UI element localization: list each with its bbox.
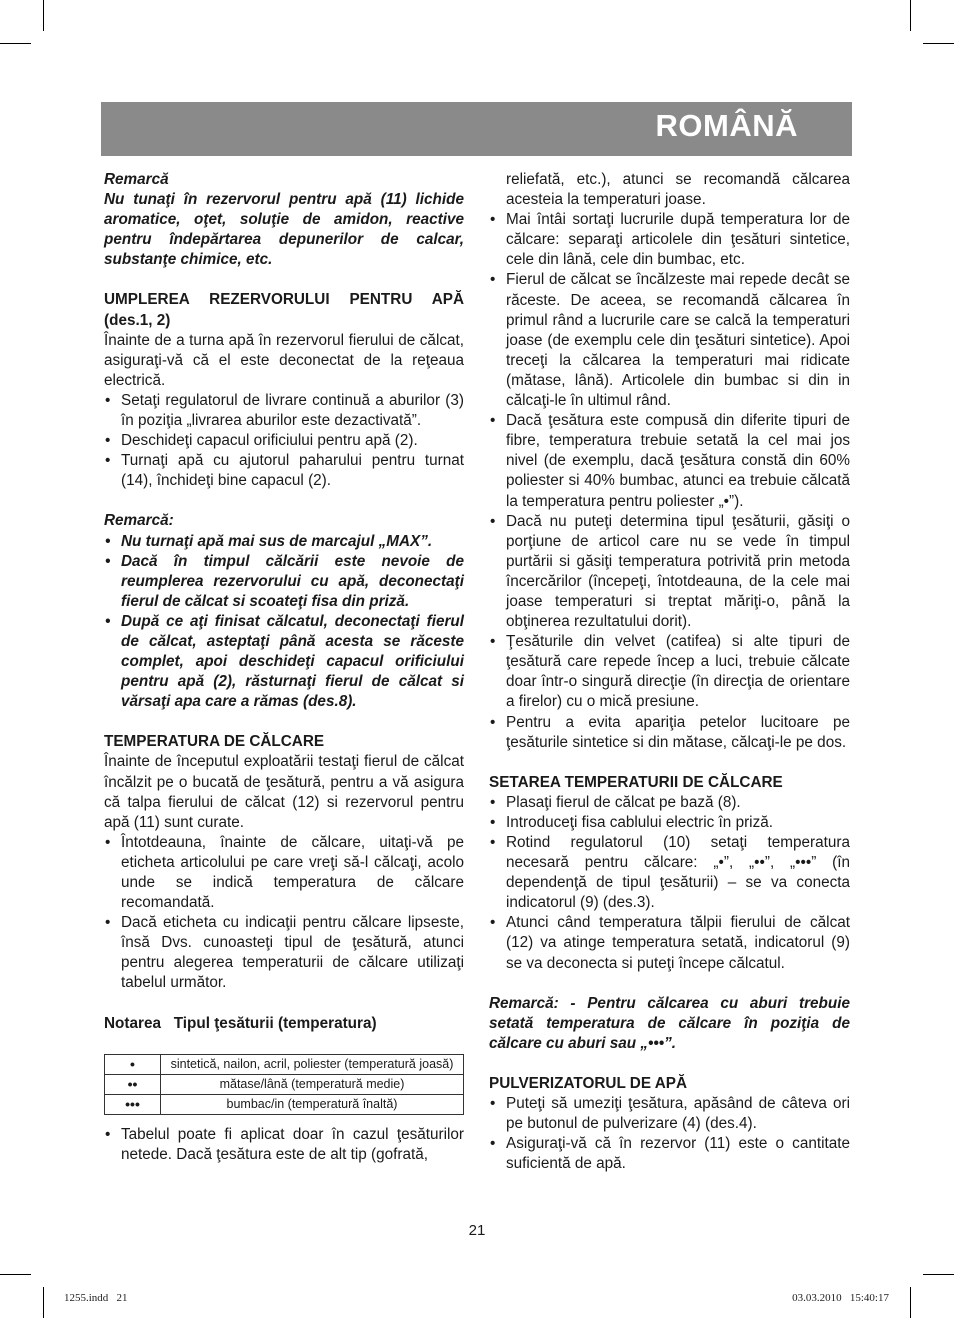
left-column <box>104 170 464 1165</box>
temperature-table <box>104 1054 464 1115</box>
section-heading-spray: PULVERIZATORUL DE APĂ <box>489 1074 688 1092</box>
list-item: • Puteţi să umeziţi ţesătura, apăsând de câteva ori pe butonul de pulverizare (4) (des.4). <box>489 1094 850 1134</box>
crop-mark <box>910 1287 911 1318</box>
table-cell-text: bumbac/in (temperatură înaltă) <box>161 1094 464 1114</box>
list-item: • Setaţi regulatorul de livrare continuă a aburilor (3) în poziţia „livrarea aburilor este dezactivată”. <box>104 391 464 431</box>
crop-mark <box>910 0 911 31</box>
remark-title: Remarcă: <box>104 512 174 530</box>
table-caption: Notarea Tipul ţesăturii (temperatura) <box>104 1014 377 1032</box>
file-info: 1255.indd 21 <box>64 1292 128 1304</box>
crop-mark <box>923 43 954 44</box>
list-item: • Mai întâi sortaţi lucrurile după temperatura lor de călcare: separaţi articolele din ţesături sintetice, cele din lână, cele din bumbac, etc. <box>489 210 850 270</box>
crop-mark <box>43 1287 44 1318</box>
list-item: • Ţesăturile din velvet (catifea) si alte tipuri de ţesătură care repede încep a luci, trebuie călcate doar într-o singură direcţie (în direcţia de orientare a firelor) cu o mică presiune. <box>489 632 850 712</box>
right-column <box>489 170 850 1174</box>
list-item: • Întotdeauna, înainte de călcare, uitaţi-vă pe eticheta articolului pe care vreţi să-l călcaţi, acolo unde se indică temperatura de călcare recomandată. <box>104 833 464 913</box>
table-row <box>105 1054 464 1074</box>
list-item: • Dacă ţesătura este compusă din diferite tipuri de fibre, temperatura trebuie setată la cel mai jos nivel (de exemplu, dacă ţesătura constă din 60% poliester si 40% bumbac, atunci ea trebuie călcată la temperatura pentru poliester „•”). <box>489 411 850 511</box>
list-item: • Dacă în timpul călcării este nevoie de reumplerea rezervorului cu apă, deconectaţi fierul de călcat si scoateţi fisa din priză. <box>104 552 464 612</box>
section-heading-temperature: TEMPERATURA DE CĂLCARE <box>104 733 325 751</box>
table-cell-symbol: •• <box>105 1074 161 1094</box>
crop-mark <box>923 1274 954 1275</box>
remark-text: Nu tunaţi în rezervorul pentru apă (11) lichide aromatice, oţet, soluţie de amidon, reactive pentru îndepărtarea depunerilor de calcar, substanţe chimice, etc. <box>104 191 464 269</box>
list-item: • Rotind regulatorul (10) setaţi temperatura necesară pentru călcare: „•”, „••”, „•••” (în dependenţă de tipul ţesăturii) – se va conecta indicatorul (9) (des.3). <box>489 833 850 913</box>
paragraph: Înainte de începutul exploatării testaţi fierul de călcat încălzit pe o bucată de ţesătură, pentru a vă asigura că talpa fierului de călcat (12) si rezervorul pentru apă (11) sunt curate. <box>104 753 464 831</box>
bullet-list <box>489 793 850 974</box>
crop-mark <box>43 0 44 31</box>
table-cell-symbol: ••• <box>105 1094 161 1114</box>
bullet-list <box>489 1094 850 1174</box>
list-item: • Turnaţi apă cu ajutorul paharului pentru turnat (14), închideţi bine capacul (2). <box>104 451 464 491</box>
bullet-list <box>104 1125 464 1165</box>
remark-text: Remarcă: - Pentru călcarea cu aburi trebuie setată temperatura de călcare în poziţia de călcare cu aburi sau „•••”. <box>489 994 850 1052</box>
timestamp: 03.03.2010 15:40:17 <box>792 1292 889 1304</box>
bullet-list <box>104 532 464 713</box>
table-cell-text: sintetică, nailon, acril, poliester (temperatură joasă) <box>161 1054 464 1074</box>
paragraph: Înainte de a turna apă în rezervorul fierului de călcat, asiguraţi-vă că el este deconectat de la reţeaua electrică. <box>104 331 464 389</box>
list-item: • Dacă nu puteţi determina tipul ţesăturii, găsiţi o porţiune de articol care nu se vede în timpul purtării si găsiţi temperatura potrivită prin metoda încercărilor (începeţi, întotdeauna, de la cele mai joase temperaturi si treptat măriţi-o, până la obţinerea rezultatului dorit). <box>489 512 850 633</box>
list-item: • Tabelul poate fi aplicat doar în cazul ţesăturilor netede. Dacă ţesătura este de alt tip (gofrată, <box>104 1125 464 1165</box>
list-item: • Atunci când temperatura tălpii fierului de călcat (12) va atinge temperatura setată, indicatorul (9) se va deconecta si puteţi începe călcatul. <box>489 913 850 973</box>
list-item: • După ce aţi finisat călcatul, deconectaţi fierul de călcat, asteptaţi până acesta se răceste complet, apoi deschideţi capacul orificiului pentru apă (2), răsturnaţi fierul de călcat si vărsaţi apa care a rămas (des.8). <box>104 612 464 712</box>
crop-mark <box>0 43 31 44</box>
list-item: • Nu turnaţi apă mai sus de marcajul „MAX”. <box>104 532 464 552</box>
table-cell-text: mătase/lână (temperatură medie) <box>161 1074 464 1094</box>
list-item: • Introduceţi fisa cablului electric în priză. <box>489 813 850 833</box>
section-heading-fill: UMPLEREA REZERVORULUI PENTRU APĂ (des.1, 2) <box>104 291 464 329</box>
table-cell-symbol: • <box>105 1054 161 1074</box>
remark-title: Remarcă <box>104 171 169 188</box>
table-row <box>105 1074 464 1094</box>
bullet-list <box>489 210 850 753</box>
crop-mark <box>0 1274 31 1275</box>
list-item: • Asiguraţi-vă că în rezervor (11) este o cantitate suficientă de apă. <box>489 1134 850 1174</box>
section-heading-set-temperature: SETAREA TEMPERATURII DE CĂLCARE <box>489 773 783 791</box>
list-item: • Deschideţi capacul orificiului pentru apă (2). <box>104 431 464 451</box>
language-banner <box>101 102 852 156</box>
list-item: • Pentru a evita apariţia petelor lucitoare pe ţesăturile sintetice si din mătase, călcaţi-le pe dos. <box>489 713 850 753</box>
bullet-list <box>104 391 464 491</box>
page-title: ROMÂNĂ <box>655 108 798 143</box>
bullet-list <box>104 833 464 994</box>
list-item: • Plasaţi fierul de călcat pe bază (8). <box>489 793 850 813</box>
list-item: • Fierul de călcat se încălzeste mai repede decât se răceste. De aceea, se recomandă călcarea în primul rând a lucrurile care se calcă la temperaturi joase (de exemplu cele din ţesături sintetice). Apoi treceţi la călcarea la temperaturi mai ridicate (mătase, lână). Articolele din bumbac si din in călcaţi-le în ultimul rând. <box>489 270 850 411</box>
paragraph-continuation: reliefată, etc.), atunci se recomandă călcarea acesteia la temperaturi joase. <box>506 171 850 209</box>
page-number: 21 <box>468 1222 486 1239</box>
table-row <box>105 1094 464 1114</box>
list-item: • Dacă eticheta cu indicaţii pentru călcare lipseste, însă Dvs. cunoasteţi tipul de ţesătură, atunci pentru alegerea temperaturii de călcare utilizaţi tabelul următor. <box>104 913 464 993</box>
